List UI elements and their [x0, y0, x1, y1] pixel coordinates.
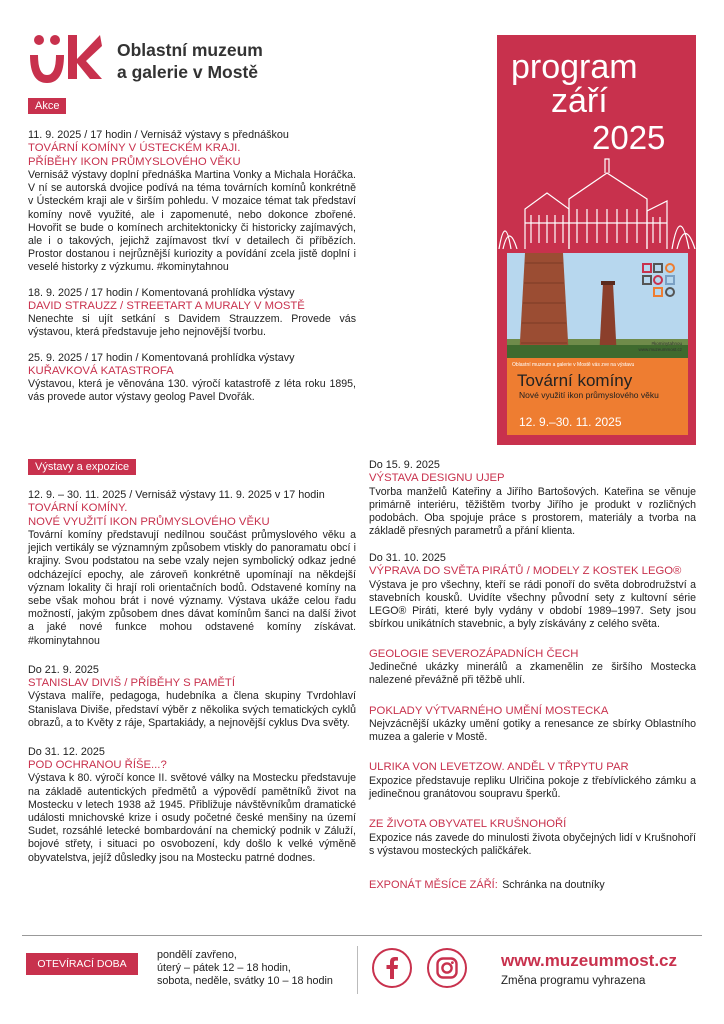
exhibition-item — [28, 746, 356, 865]
poster-dates: 12. 9.–30. 11. 2025 — [519, 415, 622, 429]
exhibitions-right-list — [369, 459, 696, 905]
museum-name-line1: Oblastní muzeum — [117, 40, 263, 60]
exhibition-meta: Do 31. 12. 2025 — [28, 745, 105, 758]
exhibition-title: STANISLAV DIVIŠ / PŘÍBĚHY S PAMĚTÍ — [28, 676, 235, 689]
hours-line-weekend: sobota, neděle, svátky 10 – 18 hodin — [157, 975, 333, 987]
exponat-value: Schránka na doutníky — [502, 879, 605, 892]
exhibition-description: Tvorba manželů Kateřiny a Jiřího Bartošových. Kateřina se věnuje primárně interiéru, těžištěm tvorby Jiřího je produkt v rozličných podobách. Oba spojuje práce s prostorem, materiály a tvorba na základě přesných parametrů a přání klienta. — [369, 485, 696, 538]
exponat-label: EXPONÁT MĚSÍCE ZÁŘÍ: — [369, 879, 498, 892]
opening-hours — [157, 949, 333, 988]
exhibition-meta: Do 31. 10. 2025 — [369, 552, 446, 565]
event-item — [28, 287, 356, 340]
castle-illustration — [497, 153, 696, 249]
poster-invite: Oblastní muzeum a galerie v Mostě vás zve na výstavu — [512, 362, 635, 368]
poster-title: Tovární komíny — [517, 371, 633, 390]
pattern-decoration — [642, 263, 684, 297]
exhibition-title: GEOLOGIE SEVEROZÁPADNÍCH ČECH — [369, 647, 579, 660]
website-link[interactable]: www.muzeummost.cz — [501, 951, 678, 970]
poster-subtitle: Nové využití ikon průmyslového věku — [519, 390, 659, 400]
exhibition-title: POD OCHRANOU ŘÍŠE...? — [28, 758, 167, 771]
exhibition-item — [28, 489, 356, 648]
exhibitions-left-list — [28, 489, 356, 877]
exhibition-description: Jedinečné ukázky minerálů a zkamenělin ze širšího Mostecka nalezené převážně při těžbě uhlí. — [369, 661, 696, 687]
event-description: Výstavou, která je věnována 130. výročí katastrofě z léta roku 1895, vás provede autor výstavy geolog Pavel Dvořák. — [28, 378, 356, 404]
exhibition-item — [369, 705, 696, 745]
program-heading-line1: program — [511, 48, 638, 86]
poster-hashtag-block — [638, 341, 682, 353]
exhibition-description: Nejvzácnější ukázky umění gotiky a renesance ze sbírky Oblastního muzea a galerie v Mostě. — [369, 718, 696, 744]
exhibition-description: Výstava je pro všechny, kteří se rádi ponoří do světa dobrodružství a stavebních kousků. Uvidíte všechny původní sety z kultovní série LEGO® Piráti, které byly vydány v období 1989–1997. Sety jsou sbírkou unikátních stavebnic, a byly získávány z celého světa. — [369, 578, 696, 631]
event-meta: 25. 9. 2025 / 17 hodin / Komentovaná prohlídka výstavy — [28, 351, 295, 364]
program-box — [497, 35, 696, 445]
exhibition-item — [369, 761, 696, 801]
exhibition-meta: Do 15. 9. 2025 — [369, 459, 440, 471]
event-item — [28, 352, 356, 405]
event-description: Vernisáž výstavy doplní přednáška Martina Vonky a Michala Horáčka. V ní se autorská dvojice podívá na téma továrních komínů konkrétně v Ústeckém kraji ale v širším pohledu. V mozaice témat tak představí komíny nově využité, ale i zapomenuté, nebo dokonce zbořené. Hovořit se bude o komínech architektonicky či historicky zajímavých, ale i o takových, jejichž zajímavost tkví v detailech či příbězích. Prostor dostanou i nejrůznější kuriozity a povídání zcela jistě doplní i veselé historky z výzkumu. #kominytahnou — [28, 169, 356, 274]
poster-banner — [507, 358, 688, 435]
exhibition-title-line2: NOVÉ VYUŽITÍ IKON PRŮMYSLOVÉHO VĚKU — [28, 515, 270, 528]
section-tag-vystavy: Výstavy a expozice — [28, 459, 136, 475]
akce-list — [28, 129, 356, 416]
exhibition-item — [369, 459, 696, 538]
section-tag-akce: Akce — [28, 98, 66, 114]
exhibition-title: VÝPRAVA DO SVĚTA PIRÁTŮ / MODELY Z KOSTEK LEGO® — [369, 565, 682, 578]
event-title: KUŘAVKOVÁ KATASTROFA — [28, 364, 174, 377]
event-title: TOVÁRNÍ KOMÍNY V ÚSTECKÉM KRAJI. — [28, 142, 241, 154]
exponat-mesice — [369, 875, 696, 893]
museum-name — [117, 39, 263, 83]
exhibition-description: Výstava malíře, pedagoga, hudebníka a člena skupiny Tvrdohlaví Stanislava Diviše, představí výběr z několika svých tematických cyklů obrazů, a to Květy z ráje, Spartakiády, a nejnovější cyklus Dva světy. — [28, 690, 356, 729]
program-heading-year: 2025 — [592, 119, 666, 156]
exhibition-item — [369, 648, 696, 688]
exhibition-description: Výstava k 80. výročí konce II. světové války na Mostecku představuje na základě autentických předmětů a výpovědí pamětníků život na Mostecku v letech 1938 až 1945. Přibližuje návštěvníkům dramatické události mnichovské krize i osudy početné české menšiny na území Sudet, rozsáhlé letecké bombardování na chemický podnik v Záluží, bojové střety, i situaci po osvobození, kdy došlo k velké výměně obyvatelstva, jejíž důsledky jsou na Mostecku patrné dodnes. — [28, 772, 356, 864]
exhibition-item — [28, 664, 356, 730]
exhibition-title: TOVÁRNÍ KOMÍNY. — [28, 502, 128, 514]
event-meta: 11. 9. 2025 / 17 hodin / Vernisáž výstavy s přednáškou — [28, 129, 289, 141]
event-description: Nenechte si ujít setkání s Davidem Strauzzem. Provede vás výstavou, která představuje jeho nejnovější tvorbu. — [28, 313, 356, 339]
exhibition-meta: Do 21. 9. 2025 — [28, 663, 99, 676]
exhibition-description: Expozice nás zavede do minulosti života obyčejných lidí v Krušnohoří s výstavou mosteckých paličkářek. — [369, 831, 696, 858]
exhibition-poster — [507, 253, 688, 435]
exhibition-title: POKLADY VÝTVARNÉHO UMĚNÍ MOSTECKA — [369, 704, 609, 717]
instagram-link[interactable] — [427, 948, 467, 988]
footer-divider — [22, 935, 702, 936]
museum-name-line2: a galerie v Mostě — [117, 62, 259, 82]
facebook-link[interactable] — [372, 948, 412, 988]
hours-line-monday: pondělí zavřeno, — [157, 949, 237, 961]
museum-logo-icon — [30, 33, 105, 85]
exhibition-meta: 12. 9. – 30. 11. 2025 / Vernisáž výstavy 11. 9. 2025 v 17 hodin — [28, 489, 325, 501]
hours-line-weekdays: úterý – pátek 12 – 18 hodin, — [157, 962, 291, 974]
museum-logo — [30, 33, 305, 93]
program-change-note: Změna programu vyhrazena — [501, 975, 646, 987]
exhibition-title: ZE ŽIVOTA OBYVATEL KRUŠNOHOŘÍ — [369, 818, 567, 831]
poster-hashtag: #kominytahnou — [651, 341, 682, 346]
event-title-line2: PŘÍBĚHY IKON PRŮMYSLOVÉHO VĚKU — [28, 155, 241, 168]
footer-separator — [357, 946, 358, 994]
event-item — [28, 129, 356, 275]
instagram-icon — [436, 957, 458, 979]
facebook-icon — [384, 957, 400, 979]
event-meta: 18. 9. 2025 / 17 hodin / Komentovaná prohlídka výstavy — [28, 286, 295, 299]
event-title: DAVID STRAUZZ / STREETART A MURALY V MOSTĚ — [28, 299, 305, 312]
program-heading-line2: září — [551, 82, 608, 120]
poster-url: www.muzeummost.cz — [638, 347, 682, 352]
exhibition-title: VÝSTAVA DESIGNU UJEP — [369, 472, 505, 484]
opening-hours-label: OTEVÍRACÍ DOBA — [26, 953, 138, 975]
exhibition-description: Tovární komíny představují nedílnou součást průmyslového věku a jejich vertikály se významným způsobem vtiskly do panoramatu obcí i krajiny. Svou podstatou na sebe vzaly nejen symbolický odkaz jedné odcházející epochy, ale zároveň konkrétně upomínají na někdejší význam lokality či hrají roli orientačních bodů. Odstavené komíny na sebe však mohou brát i nové významy. Výstava ukáže celou řadu možností, jakým způsobem dnes dávat komínům šanci na další život a jaké nové funkce mohou odstavené komíny získávat. #kominytahnou — [28, 529, 356, 647]
exhibition-item — [369, 552, 696, 631]
exhibition-title: ULRIKA VON LEVETZOW. ANDĚL V TŘPYTU PAR — [369, 761, 629, 774]
exhibition-description: Expozice představuje repliku Ulričina pokoje z třebívlického zámku a jedinečnou granátovou soupravu šperků. — [369, 774, 696, 801]
exhibition-item — [369, 818, 696, 858]
